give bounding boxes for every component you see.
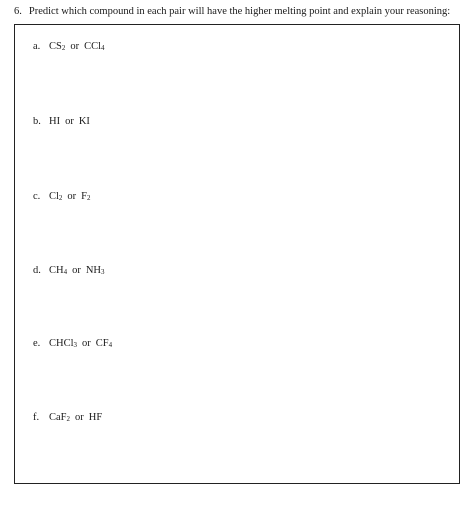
item-letter: a. xyxy=(33,41,41,52)
compound-right: CCl$_4$ xyxy=(84,41,105,52)
compound-pair-f xyxy=(33,412,102,423)
compound-left: CHCl$_3$ xyxy=(49,338,78,349)
compound-left: $CH_4$ xyxy=(49,265,68,276)
connector-word: or xyxy=(70,41,80,52)
formula-subscript: 3 xyxy=(73,341,78,349)
question-prompt xyxy=(14,6,450,17)
compound-pair-d xyxy=(33,265,105,276)
compound-right: KI xyxy=(78,116,90,127)
formula-subscript: 3 xyxy=(101,268,105,276)
compound-pair-a xyxy=(33,41,105,52)
connector-word: or xyxy=(65,116,74,127)
compound-pair-e xyxy=(33,338,112,349)
connector-word: or xyxy=(82,338,91,349)
compound-right: $F_2$ xyxy=(81,191,91,202)
formula-subscript: 2 xyxy=(87,194,91,202)
compound-pair-c xyxy=(33,191,91,202)
question-text: Predict which compound in each pair will have the higher melting point and explain your reasoning: xyxy=(28,6,451,17)
formula-subscript: 2 xyxy=(66,415,71,423)
compound-right: HF xyxy=(88,412,103,423)
connector-word: or xyxy=(75,412,84,423)
compound-right: $NH_3$ xyxy=(85,265,105,276)
compound-pair-b xyxy=(33,116,90,127)
item-letter: e. xyxy=(33,338,41,349)
connector-word: or xyxy=(72,265,81,276)
item-letter: d. xyxy=(33,265,41,276)
compound-right: $CF_4$ xyxy=(95,338,113,349)
compound-left: CaF$_2$ xyxy=(49,412,71,423)
formula-subscript: 4 xyxy=(108,341,113,349)
compound-left: $Cl_2$ xyxy=(49,191,63,202)
formula-subscript: 2 xyxy=(61,44,66,52)
formula-subscript: 2 xyxy=(58,194,63,202)
formula-subscript: 4 xyxy=(63,268,68,276)
item-letter: c. xyxy=(33,191,41,202)
item-letter: b. xyxy=(33,116,41,127)
compound-left: $CS_2$ xyxy=(49,41,66,52)
question-number: 6. xyxy=(14,6,22,17)
connector-word: or xyxy=(67,191,77,202)
formula-subscript: 4 xyxy=(101,44,105,52)
item-letter: f. xyxy=(33,412,40,423)
compound-left: HI xyxy=(49,116,61,127)
